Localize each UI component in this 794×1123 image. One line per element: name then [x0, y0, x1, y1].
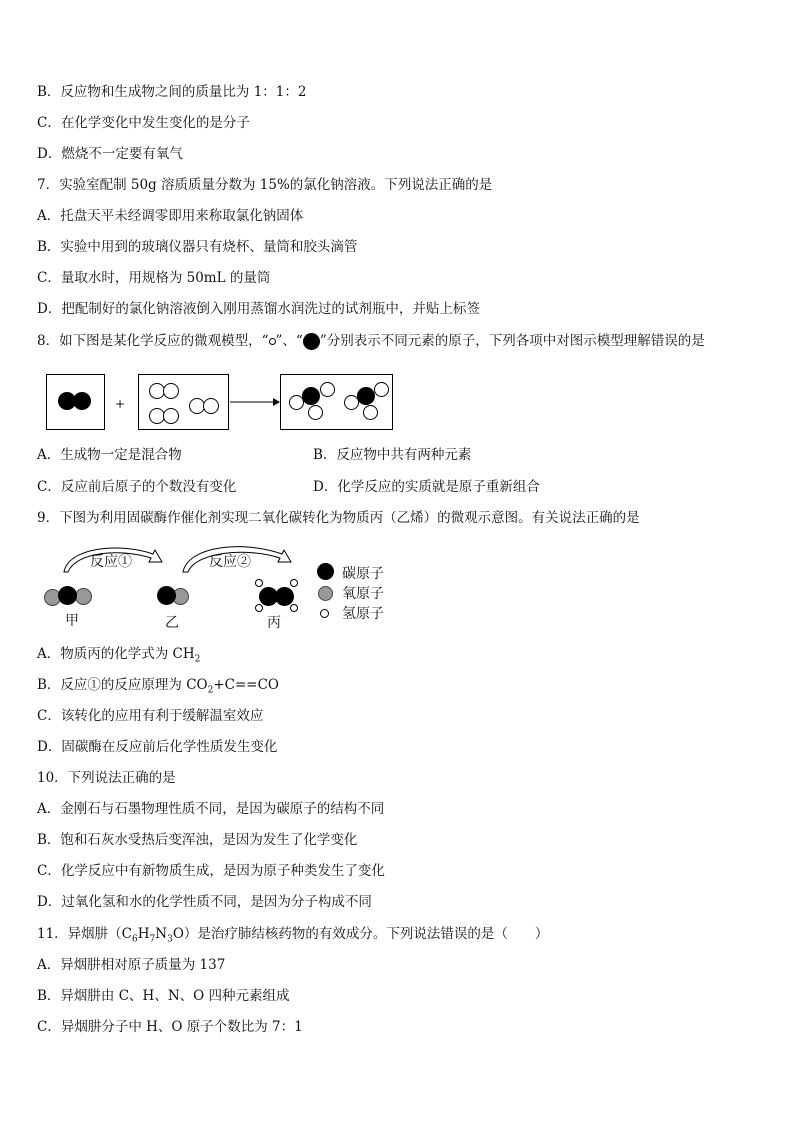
white-atom [203, 398, 219, 414]
reactant-box-2 [138, 374, 229, 430]
q10-option-c: C．化学反应中有新物质生成，是因为原子种类发生了变化 [37, 863, 385, 879]
white-atom [374, 382, 389, 397]
reaction-arrow [229, 395, 281, 409]
q11-option-c: C．异烟肼分子中 H、O 原子个数比为 7：1 [37, 1019, 303, 1035]
reactant-box-1 [46, 374, 105, 430]
product-box [280, 374, 393, 430]
q8-option-b: B．反应物中共有两种元素 [313, 447, 472, 463]
hydrogen-atom [290, 604, 298, 612]
q8-option-c: C．反应前后原子的个数没有变化 [37, 479, 237, 495]
q6-option-c: C．在化学变化中发生变化的是分子 [37, 115, 250, 131]
reaction-1-label: 反应① [90, 554, 132, 570]
q7-option-a: A．托盘天平未经调零即用来称取氯化钠固体 [37, 208, 304, 224]
q10-option-a: A．金刚石与石墨物理性质不同，是因为碳原子的结构不同 [37, 801, 385, 817]
q10-option-b: B．饱和石灰水受热后变浑浊，是因为发生了化学变化 [37, 832, 358, 848]
white-atom [363, 405, 378, 420]
q8-option-d: D．化学反应的实质就是原子重新组合 [313, 479, 540, 495]
black-atom [302, 387, 320, 405]
legend-hydrogen-label: 氢原子 [342, 606, 384, 622]
q9-stem: 9．下图为利用固碳酶作催化剂实现二氧化碳转化为物质丙（乙烯）的微观示意图。有关说法正确的是 [37, 510, 640, 526]
carbon-atom [58, 586, 77, 605]
oxygen-atom [75, 588, 92, 605]
q7-option-c: C．量取水时，用规格为 50mL 的量筒 [37, 270, 271, 286]
q11-option-b: B．异烟肼由 C、H、N、O 四种元素组成 [37, 988, 290, 1004]
q9-option-c: C．该转化的应用有利于缓解温室效应 [37, 708, 264, 724]
hydrogen-atom [290, 579, 298, 587]
white-atom [308, 405, 323, 420]
white-atom [320, 382, 335, 397]
label-jia: 甲 [65, 613, 79, 629]
legend-hydrogen-icon [320, 609, 329, 618]
white-atom [163, 408, 179, 424]
carbon-atom [275, 587, 294, 606]
reaction-2-label: 反应② [209, 554, 251, 570]
black-atom [73, 392, 91, 410]
hydrogen-atom [255, 579, 263, 587]
legend-carbon-icon [317, 563, 334, 580]
q11-stem: 11．异烟肼$(C_6H_7N_3O)$是治疗肺结核药物的有效成分。下列说法错误的是（ ） [37, 926, 549, 945]
q7-option-b: B．实验中用到的玻璃仪器只有烧杯、量筒和胶头滴管 [37, 239, 358, 255]
black-atom-icon [303, 333, 320, 350]
q9-option-b: B．反应①的反应原理为 $CO_2+C==CO$ [37, 677, 280, 696]
q10-option-d: D．过氧化氢和水的化学性质不同，是因为分子构成不同 [37, 894, 372, 910]
q7-stem: 7．实验室配制 50g 溶质质量分数为 15%的氯化钠溶液。下列说法正确的是 [37, 177, 493, 193]
q8-option-a: A．生成物一定是混合物 [37, 447, 182, 463]
legend-oxygen-label: 氧原子 [342, 586, 384, 602]
hydrogen-atom [255, 604, 263, 612]
carbon-atom [157, 586, 176, 605]
white-atom [163, 383, 179, 399]
q6-option-d: D．燃烧不一定要有氧气 [37, 146, 183, 162]
q11-option-a: A．异烟肼相对原子质量为 137 [37, 957, 226, 973]
q8-stem: 8．如下图是某化学反应的微观模型，“ ”、“ ”分别表示不同元素的原子，下列各项中对图示模型理解错误的是 [37, 333, 705, 349]
plus-sign: + [115, 397, 126, 411]
q7-option-d: D．把配制好的氯化钠溶液倒入刚用蒸馏水润洗过的试剂瓶中，并贴上标签 [37, 301, 480, 317]
q10-stem: 10．下列说法正确的是 [37, 770, 176, 786]
black-atom [357, 387, 375, 405]
legend-oxygen-icon [318, 586, 333, 601]
q9-option-d: D．固碳酶在反应前后化学性质发生变化 [37, 739, 278, 755]
label-yi: 乙 [165, 615, 179, 631]
q9-option-a: A．物质丙的化学式为 $CH_2$ [37, 646, 201, 665]
small-white-atom-icon [269, 338, 276, 345]
q6-option-b: B．反应物和生成物之间的质量比为 1：1：2 [37, 84, 307, 100]
legend-carbon-label: 碳原子 [342, 566, 384, 582]
label-bing: 丙 [267, 615, 281, 631]
